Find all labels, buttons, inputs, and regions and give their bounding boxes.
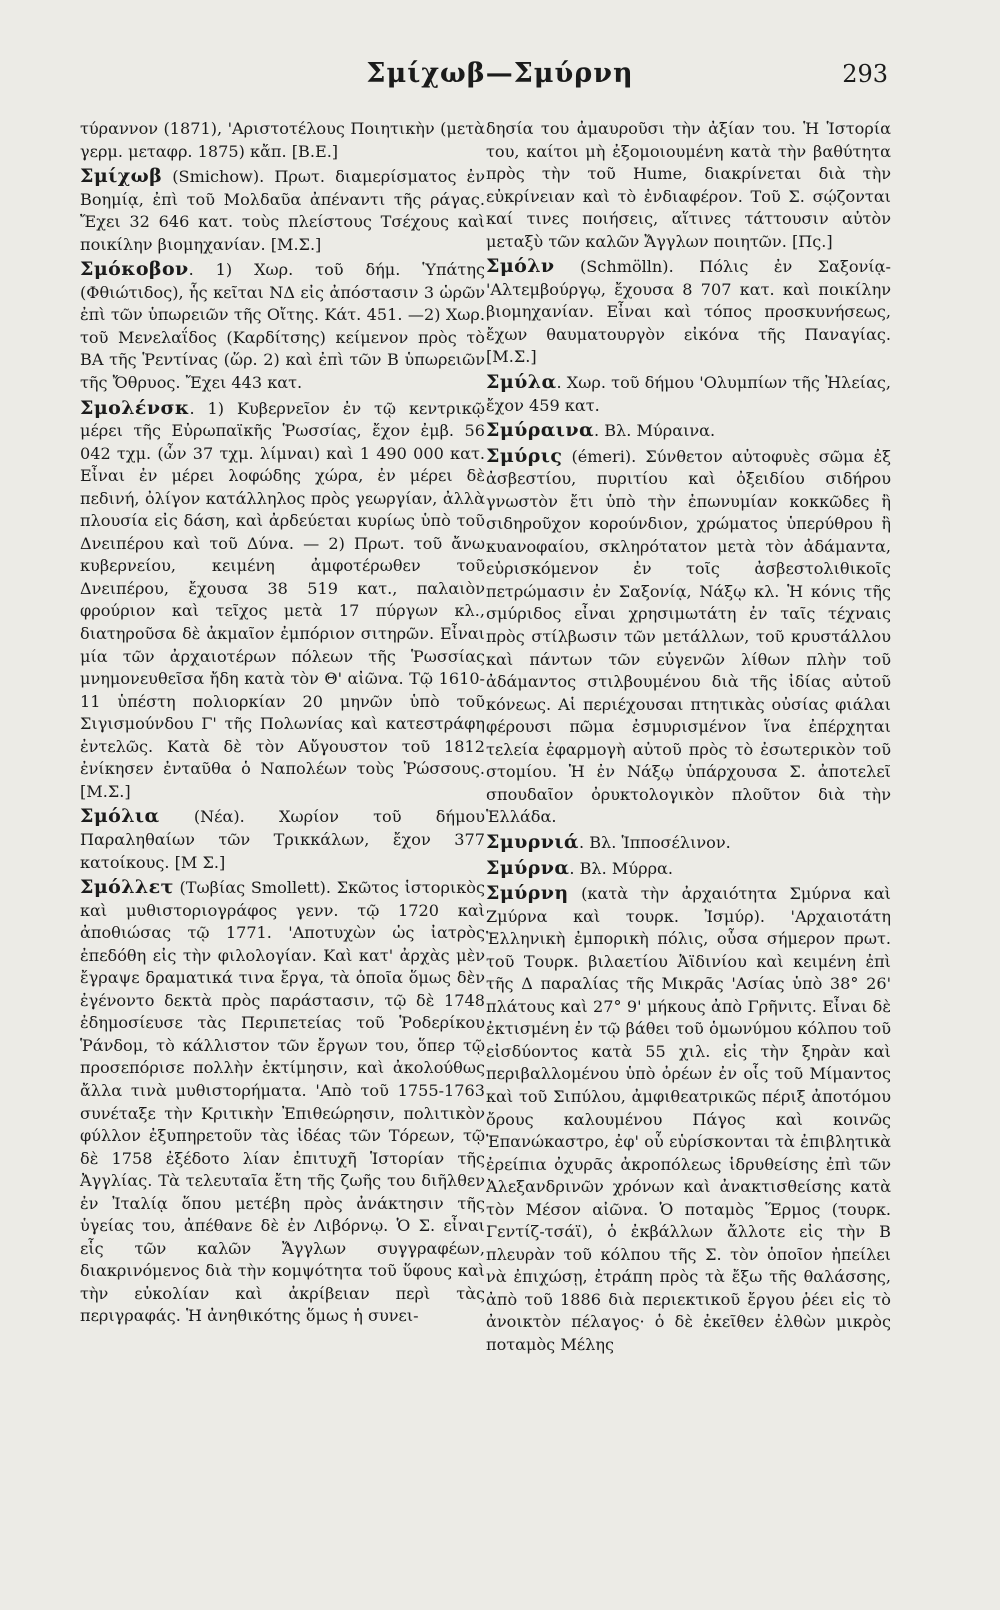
entry-continuation [80,118,485,163]
entry-text: . 1) Κυβερνεῖον ἐν τῷ κεντρικῷ μέρει τῆς Εὐρωπαϊκῆς Ῥωσσίας, ἔχον ἐμβ. 56 042 τχμ. (ὧν 37 τχμ. λίμναι) καὶ 1 490 000 κατ. Εἶναι ἐν μέρει λοφώδης χώρα, ἐν μέρει δὲ πεδινή, ὀλίγον κατάλληλος πρὸς γεωργίαν, ἀλλὰ πλουσία εἰς δάση, καὶ ἀρδεύεται κυρίως ὑπὸ τοῦ Δνειπέρου καὶ τοῦ Δύνα. — 2) Πρωτ. τοῦ ἄνω κυβερνείου, κειμένη ἀμφοτέρωθεν τοῦ Δνειπέρου, ἔχουσα 38 519 κατ., παλαιὸν φρούριον καὶ τεῖχος μετὰ 17 πύργων κλ., διατηροῦσα δὲ ἀκμαῖον ἐμπόριον σιτηρῶν. Εἶναι μία τῶν ἀρχαιοτέρων πόλεων τῆς Ῥωσσίας μνημονευθεῖσα ἤδη κατὰ τὸν Θ' αἰῶνα. Τῷ 1610-11 ὑπέστη πολιορκίαν 20 μηνῶν ὑπὸ τοῦ Σιγισμούνδου Γ' τῆς Πολωνίας καὶ κατεστράφη ἐντελῶς. Κατὰ δὲ τὸν Αὔγουστον τοῦ 1812 ἐνίκησεν ἐνταῦθα ὁ Ναπολέων τοὺς Ῥώσσους. [Μ.Σ.] [80,398,485,801]
entry-headword: Σμύλα [486,371,557,394]
running-head-title: Σμίχωβ—Σμύρνη [366,58,634,89]
right-column [486,118,891,1359]
entry-text: (émeri). Σύνθετον αὐτοφυὲς σῶμα ἐξ ἀσβεστίου, πυριτίου καὶ ὀξειδίου σιδήρου γνωστὸν ἔτι ὑπὸ τὴν ἐπωνυμίαν κοκκῶδες ἢ σιδηροῦχον κορούνδιον, χρώματος ὑπερύθρου ἢ κυανοφαίου, σκληρότατον μετὰ τὸν ἀδάμαντα, εὑρισκόμενον ἐν τοῖς ἀσβεστολιθικοῖς πετρώμασιν ἐν Σαξονίᾳ, Νάξῳ κλ. Ἡ κόνις τῆς σμύριδος εἶναι χρησιμωτάτη ἐν ταῖς τέχναις πρὸς στίλβωσιν τῶν μετάλλων, τοῦ κρυστάλλου καὶ πάντων τῶν εὐγενῶν λίθων πλὴν τοῦ ἀδάμαντος στιλβουμένου διὰ τῆς ἰδίας αὐτοῦ κόνεως. Αἱ περιέχουσαι πτητικὰς οὐσίας φιάλαι φέρουσι πῶμα ἐσμυρισμένον ἵνα ἐπέρχηται τελεία ἐφαρμογὴ αὐτοῦ πρὸς τὸ ἐσωτερικὸν τοῦ στομίου. Ἡ ἐν Νάξῳ ὑπάρχουσα Σ. ἀποτελεῖ σπουδαῖον ὀρυκτολογικὸν πλοῦτον διὰ τὴν Ἑλλάδα. [486,446,891,827]
entry-headword: Σμυρνιά [486,830,579,853]
entry-text: δησία του ἀμαυροῦσι τὴν ἀξίαν του. Ἡ Ἱστορία του, καίτοι μὴ ἐξομοιουμένη κατὰ τὴν βαθύτητα πρὸς τὴν τοῦ Hume, διακρίνεται διὰ τὴν εὐκρίνειαν καὶ τὸ ἐνδιαφέρον. Τοῦ Σ. σῴζονται καί τινες ποιήσεις, αἵτινες τάττουσιν αὐτὸν μεταξὺ τῶν καλῶν Ἄγγλων ποιητῶν. [Πς.] [486,119,891,251]
entry-headword: Σμόκοβον [80,258,189,281]
entry-headword: Σμύρνη [486,882,569,905]
entry-text: . Βλ. Μύραινα. [593,421,716,441]
entry-text: (Νέα). Χωρίον τοῦ δήμου Παραληθαίων τῶν Τρικκάλων, ἔχον 377 κατοίκους. [Μ Σ.] [80,807,485,872]
dictionary-entry [486,255,891,369]
dictionary-entry [486,857,891,881]
entry-continuation [486,118,891,253]
entry-text: . Βλ. Ἱπποσέλινον. [578,832,731,852]
dictionary-entry [80,805,485,874]
dictionary-entry [486,445,891,829]
entry-headword: Σμόλλετ [80,876,174,899]
entry-text: (Schmölln). Πόλις ἐν Σαξονίᾳ-'Αλτεμβούργῳ, ἔχουσα 8 707 κατ. καὶ ποικίλην βιομηχανίαν. Εἶναι καὶ τόπος προσκυνήσεως, ἔχων θαυματουργὸν εἰκόνα τῆς Παναγίας. [Μ.Σ.] [486,257,891,367]
entry-text: (Smichow). Πρωτ. διαμερίσματος ἐν Βοημίᾳ, ἐπὶ τοῦ Μολδαῦα ἀπέναντι τῆς ράγας. Ἔχει 32 646 κατ. τοὺς πλείστους Τσέχους καὶ ποικίλην βιομηχανίαν. [Μ.Σ.] [80,167,485,254]
entry-headword: Σμόλια [80,805,160,828]
entry-text: . Βλ. Μύρρα. [569,858,674,878]
entry-headword: Σμύραινα [486,419,594,442]
entry-text: (κατὰ τὴν ἀρχαιότητα Σμύρνα καὶ Ζμύρνα καὶ τουρκ. Ἰσμύρ). 'Αρχαιοτάτη Ἑλληνικὴ ἐμπορικὴ πόλις, οὖσα σήμερον πρωτ. τοῦ Τουρκ. βιλαετίου Ἀϊδινίου καὶ κειμένη ἐπὶ τῆς Δ παραλίας τῆς Μικρᾶς 'Ασίας ὑπὸ 38° 26' πλάτους καὶ 27° 9' μήκους ἀπὸ Γρῆνιτς. Εἶναι δὲ ἐκτισμένη ἐν τῷ βάθει τοῦ ὁμωνύμου κόλπου τοῦ εἰσδύοντος κατὰ 55 χιλ. εἰς τὴν ξηρὰν καὶ περιβαλλομένου ὑπὸ ὀρέων ἐν οἷς τοῦ Μίμαντος καὶ τοῦ Σιπύλου, ἀμφιθεατρικῶς πέριξ ἀποτόμου ὄρους καλουμένου Πάγος καὶ κοινῶς Ἐπανώκαστρο, ἐφ' οὗ εὑρίσκονται τὰ ἐπιβλητικὰ ἐρείπια ὀχυρᾶς ἀκροπόλεως ἱδρυθείσης ἐπὶ τῶν Ἀλεξανδρινῶν χρόνων καὶ ἀνακτισθείσης κατὰ τὸν Μέσον αἰῶνα. Ὁ ποταμὸς Ἕρμος (τουρκ. Γεντίζ-τσάϊ), ὁ ἐκβάλλων ἄλλοτε εἰς τὴν Β πλευρὰν τοῦ κόλπου τῆς Σ. τὸν ὁποῖον ἠπείλει νὰ ἐπιχώσῃ, ἐτράπη πρὸς τὰ ἔξω τῆς θαλάσσης, ἀπὸ τοῦ 1886 διὰ περιεκτικοῦ ἔργου ῥέει εἰς τὸ ἀνοικτὸν πέλαγος· ὁ δὲ ἐκεῖθεν ἐλθὼν μικρὸς ποταμὸς Μέλης [486,884,891,1354]
dictionary-entry [486,371,891,417]
dictionary-entry [80,397,485,804]
entry-text: τύραννον (1871), 'Αριστοτέλους Ποιητικὴν (μετὰ γερμ. μεταφρ. 1875) κἄπ. [Β.Ε.] [80,119,485,161]
entry-headword: Σμολένσκ [80,396,190,419]
left-column [80,118,485,1330]
dictionary-entry [80,876,485,1328]
dictionary-entry [80,258,485,394]
dictionary-entry [486,882,891,1356]
entry-text: (Τωβίας Smollett). Σκῶτος ἱστορικὸς καὶ μυθιστοριογράφος γενν. τῷ 1720 καὶ ἀποθιώσας τῷ 1771. 'Αποτυχὼν ὡς ἰατρὸς ἐπεδόθη εἰς τὴν φιλολογίαν. Καὶ κατ' ἀρχὰς μὲν ἔγραψε δραματικά τινα ἔργα, τὰ ὁποῖα ὅμως δὲν ἐγένοντο δεκτὰ πρὸς παράστασιν, τῷ δὲ 1748 ἐδημοσίευσε τὰς Περιπετείας τοῦ Ῥοδερίκου Ῥάνδομ, τὸ κάλλιστον τῶν ἔργων του, ὅπερ τῷ προσεπόρισε πολλὴν ἐκτίμησιν, καὶ ἀκολούθως ἄλλα τινὰ μυθιστορήματα. 'Απὸ τοῦ 1755-1763 συνέταξε τὴν Κριτικὴν Ἐπιθεώρησιν, πολιτικὸν φύλλον ἐξυπηρετοῦν τὰς ἰδέας τῶν Τόρεων, τῷ δὲ 1758 ἐξέδοτο λίαν ἐπιτυχῆ Ἱστορίαν τῆς Ἀγγλίας. Τὰ τελευταῖα ἔτη τῆς ζωῆς του διῆλθεν ἐν Ἰταλίᾳ ὅπου μετέβη πρὸς ἀνάκτησιν τῆς ὑγείας του, ἀπέθανε δὲ ἐν Λιβόρνῳ. Ὁ Σ. εἶναι εἷς τῶν καλῶν Ἄγγλων συγγραφέων, διακρινόμενος διὰ τὴν κομψότητα τοῦ ὕφους καὶ τὴν εὐκολίαν καὶ ἀκρίβειαν περὶ τὰς περιγραφάς. Ἡ ἀνηθικότης ὅμως ἡ συνει- [80,878,485,1326]
running-head [0,58,1000,94]
entry-text: . Χωρ. τοῦ δήμου 'Ολυμπίων τῆς Ἠλείας, ἔχον 459 κατ. [486,373,891,415]
entry-headword: Σμόλν [486,255,555,278]
entry-headword: Σμύρις [486,444,563,467]
entry-headword: Σμίχωβ [80,165,163,188]
dictionary-entry [80,165,485,256]
dictionary-entry [486,419,891,443]
page-number: 293 [842,60,888,88]
entry-text: . 1) Χωρ. τοῦ δήμ. Ὑπάτης (Φθιώτιδος), ἧς κεῖται ΝΔ εἰς ἀπόστασιν 3 ὡρῶν ἐπὶ τῶν ὑπωρειῶν τῆς Οἴτης. Κάτ. 451. —2) Χωρ. τοῦ Μενελαΐδος (Καρδίτσης) κείμενον πρὸς τὸ ΒΑ τῆς Ῥεντίνας (ὥρ. 2) καὶ ἐπὶ τῶν Β ὑπωρειῶν τῆς Ὄθρυος. Ἔχει 443 κατ. [80,260,485,393]
entry-headword: Σμύρνα [486,856,570,879]
dictionary-entry [486,831,891,855]
